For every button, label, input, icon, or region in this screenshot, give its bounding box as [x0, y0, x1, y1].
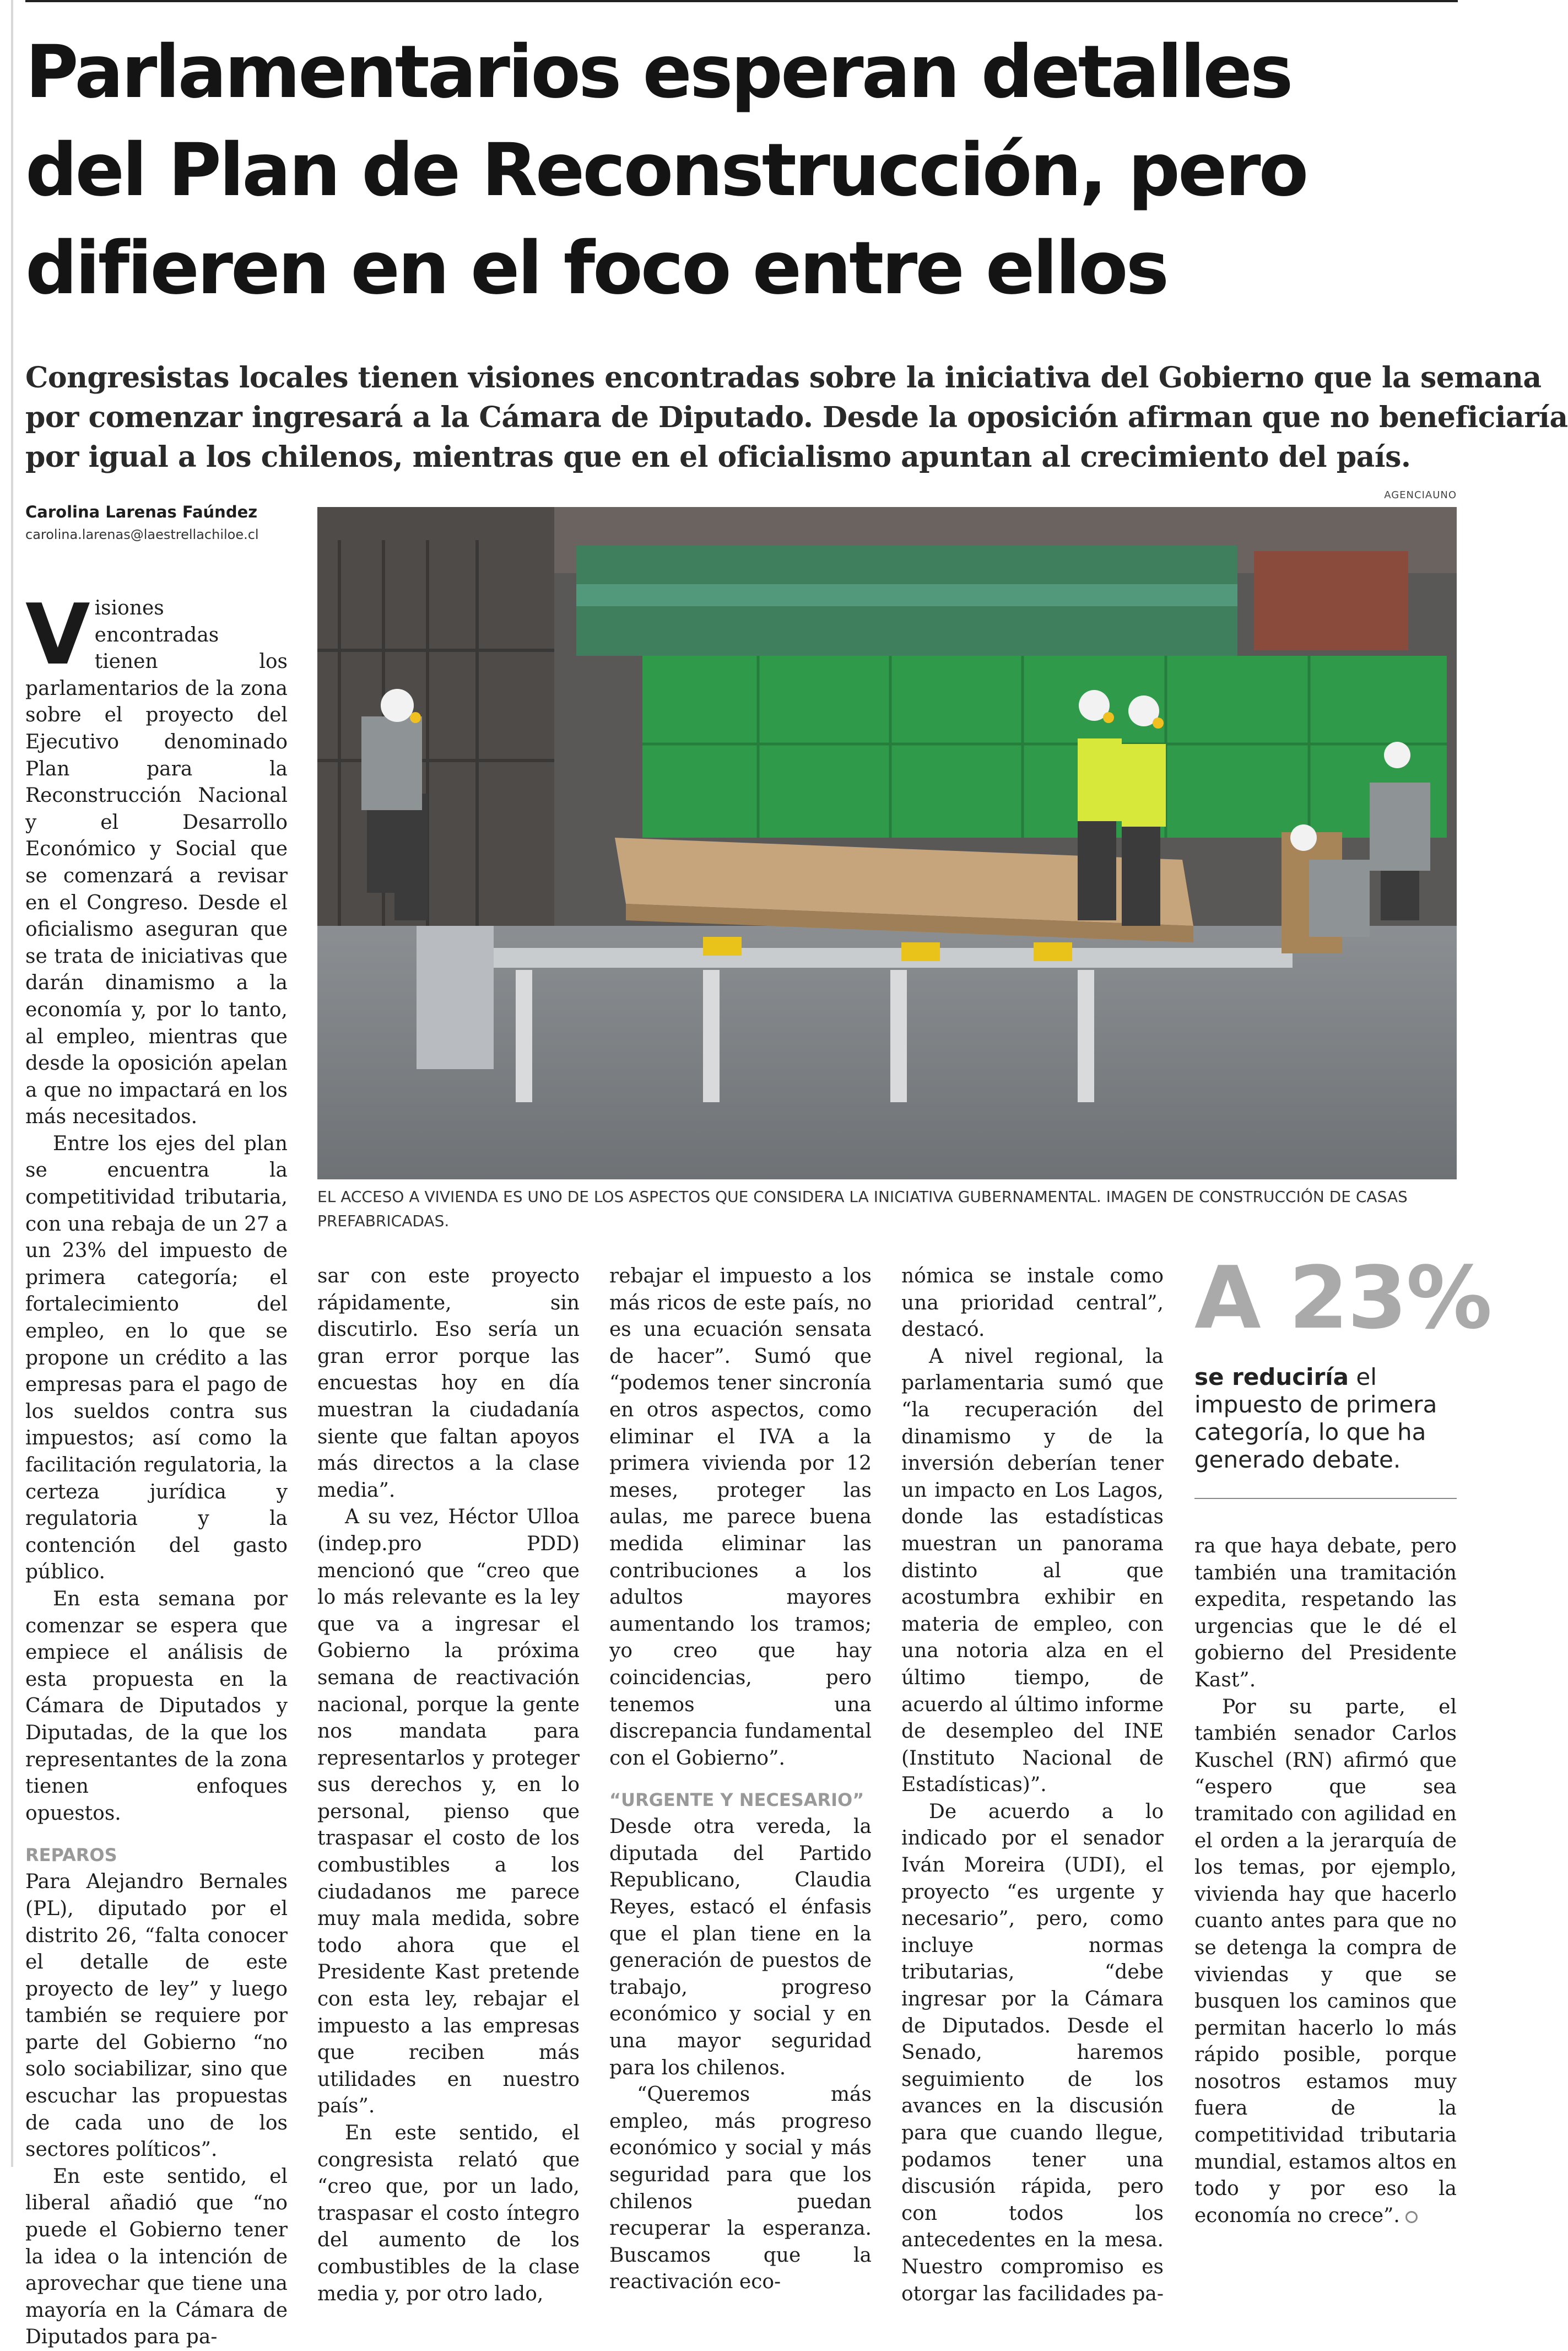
page-edge-rule [11, 0, 13, 2167]
article-column-4 [901, 1263, 1164, 2305]
section-subhead-reparos: REPAROS [25, 1845, 117, 1866]
deck-line-1: Congresistas locales tienen visiones encontradas sobre la iniciativa del Gobierno que la semana [25, 361, 1542, 395]
deck-line-2: por comenzar ingresará a la Cámara de Diputado. Desde la oposición afirman que no beneficiaría [25, 401, 1568, 434]
paragraph: nómica se instale como una prioridad central”, destacó. [901, 1265, 1164, 1341]
paragraph: De acuerdo a lo indicado por el senador Iván Moreira (UDI), el proyecto “es urgente y necesario”, pero, como incluye normas tributarias, “debe ingresar por la Cámara de Diputados. Desde el Senado, haremos seguimiento de los avances en la discusión para que cuando llegue, podamos tener una discusión rápida, pero con todos los antecedentes en la mesa. Nuestro compromiso es otorgar las facilidades pa- [901, 1800, 1164, 2305]
highlight-text-rest: el impuesto de primera categoría, lo que ha generado debate. [1194, 1363, 1437, 1473]
headline-line-3: difieren en el foco entre ellos [25, 226, 1167, 311]
highlight-text [1194, 1363, 1459, 1474]
paragraph: A nivel regional, la parlamentaria sumó que “la recuperación del dinamismo y de la inversión deberían tener un impacto en Los Lagos, donde las estadísticas muestran un panorama distinto al que acostumbra exhibir en materia de empleo, con una notoria alza en el último tiempo, de acuerdo al último informe de desempleo del INE (Instituto Nacional de Estadísticas)”. [901, 1345, 1164, 1797]
paragraph: “Queremos más empleo, más progreso económico y social y más seguridad para que los chilenos puedan recuperar la esperanza. Buscamos que la reactivación eco- [609, 2083, 872, 2294]
article-column-3 [609, 1263, 872, 2294]
paragraph: Entre los ejes del plan se encuentra la competitividad tributaria, con una rebaja de un 27 a un 23% del impuesto de primera categoría; el fortalecimiento del empleo, en lo que se propone un crédito a las empresas para el pago de los sueldos contra sus impuestos; así como la facilitación regulatoria, la certeza jurídica y regulatoria y la contención del gasto público. [25, 1132, 288, 1584]
paragraph: rebajar el impuesto a los más ricos de este país, no es una ecuación sensata de hacer”. Sumó que “podemos tener sincronía en otros aspectos, como eliminar el IVA a la primera vivienda por 12 meses, proteger las aulas, me parece buena medida eliminar las contribuciones a los adultos mayores aumentando los tramos; yo creo que hay coincidencias, pero tenemos una discrepancia fundamental con el Gobierno”. [609, 1265, 872, 1770]
paragraph: Desde otra vereda, la diputada del Partido Republicano, Claudia Reyes, estacó el énfasis que el plan tiene en la generación de puestos de trabajo, progreso económico y social y en una mayor seguridad para los chilenos. [609, 1815, 872, 2079]
highlight-text-bold: se reduciría [1194, 1363, 1349, 1390]
drop-cap: V [25, 586, 90, 683]
photo-credit: AGENCIAUNO [1384, 489, 1457, 501]
headline [25, 23, 1469, 317]
paragraph: En este sentido, el congresista relató que “creo que, por un lado, traspasar el costo íntegro del aumento de los combustibles de la clase media y, por otro lado, [317, 2122, 580, 2305]
paragraph: A su vez, Héctor Ulloa (indep.pro PDD) mencionó que “creo que lo más relevante es la ley que va a ingresar el Gobierno la próxima semana de reactivación nacional, porque la gente nos mandata para representarlos y proteger sus derechos y, en lo personal, pienso que traspasar el costo de los combustibles a los ciudadanos me parece muy mala medida, sobre todo ahora que el Presidente Kast pretende con esta ley, rebajar el impuesto a las empresas que reciben más utilidades en nuestro país”. [317, 1506, 580, 2118]
section-subhead-urgente: “URGENTE Y NECESARIO” [609, 1789, 864, 1811]
top-rule [25, 0, 1458, 2]
paragraph-text: isiones encontradas tienen los parlamentarios de la zona sobre el proyecto del Ejecutivo denominado Plan para la Reconstrucción Nacional y el Desarrollo Económico y Social que se comenzará a revisar en el Congreso. Desde el oficialismo aseguran que se trata de iniciativas que darán dinamismo a la economía y, por lo tanto, al empleo, mientras que desde la oposición apelan a que no impactará en los más necesitados. [25, 597, 288, 1129]
article-column-2 [317, 1263, 580, 2305]
article-column-5 [1194, 1533, 1457, 2227]
deck-line-3: por igual a los chilenos, mientras que en el oficialismo apuntan al crecimiento del país. [25, 440, 1411, 474]
article-photo [317, 507, 1457, 1179]
highlight-rule [1194, 1498, 1457, 1499]
paragraph: En esta semana por comenzar se espera que empiece el análisis de esta propuesta en la Cámara de Diputados y Diputadas, de la que los representantes de la zona tienen enfoques opuestos. [25, 1587, 288, 1825]
headline-line-2: del Plan de Reconstrucción, pero [25, 128, 1307, 213]
paragraph: ra que haya debate, pero también una tramitación expedita, respetando las urgencias que le dé el gobierno del Presidente Kast”. [1194, 1535, 1457, 1691]
article-column-1 [25, 586, 288, 2349]
paragraph [1194, 1694, 1457, 2230]
photo-caption: EL ACCESO A VIVIENDA ES UNO DE LOS ASPECTOS QUE CONSIDERA LA INICIATIVA GUBERNAMENTAL. IMAGEN DE CONSTRUCCIÓN DE CASAS PREFABRICADAS. [317, 1188, 1408, 1230]
headline-line-1: Parlamentarios esperan detalles [25, 30, 1291, 115]
byline-author: Carolina Larenas Faúndez [25, 503, 258, 521]
end-of-article-icon [1405, 2211, 1418, 2223]
highlight-figure: A 23% [1194, 1248, 1491, 1348]
byline-email: carolina.larenas@laestrellachiloe.cl [25, 527, 259, 542]
factory-scene-illustration [317, 507, 1457, 1179]
paragraph-lead [25, 586, 288, 1131]
paragraph: Para Alejandro Bernales (PL), diputado por el distrito 26, “falta conocer el detalle de este proyecto de ley” y luego también se requiere por parte del Gobierno “no solo sociabilizar, sino que escuchar las propuestas de cada uno de los sectores políticos”. [25, 1870, 288, 2161]
paragraph: sar con este proyecto rápidamente, sin discutirlo. Eso sería un gran error porque las encuestas hoy en día muestran la ciudadanía siente que faltan apoyos más directos a la clase media”. [317, 1265, 580, 1502]
deck-subtitle [25, 358, 1568, 477]
paragraph-text: Por su parte, el también senador Carlos Kuschel (RN) afirmó que “espero que sea tramitado con agilidad en el orden a la jerarquía de los temas, por ejemplo, vivienda hay que hacerlo cuanto antes para que no se detenga la compra de viviendas y que se busquen los caminos que permitan hacerlo lo más rápido posible, porque nosotros estamos muy fuera de la competitividad tributaria mundial, estamos altos en todo y por eso la economía no crece”. [1194, 1695, 1457, 2227]
paragraph: En este sentido, el liberal añadió que “no puede el Gobierno tener la idea o la intención de aprovechar que tiene una mayoría en la Cámara de Diputados para pa- [25, 2165, 288, 2349]
